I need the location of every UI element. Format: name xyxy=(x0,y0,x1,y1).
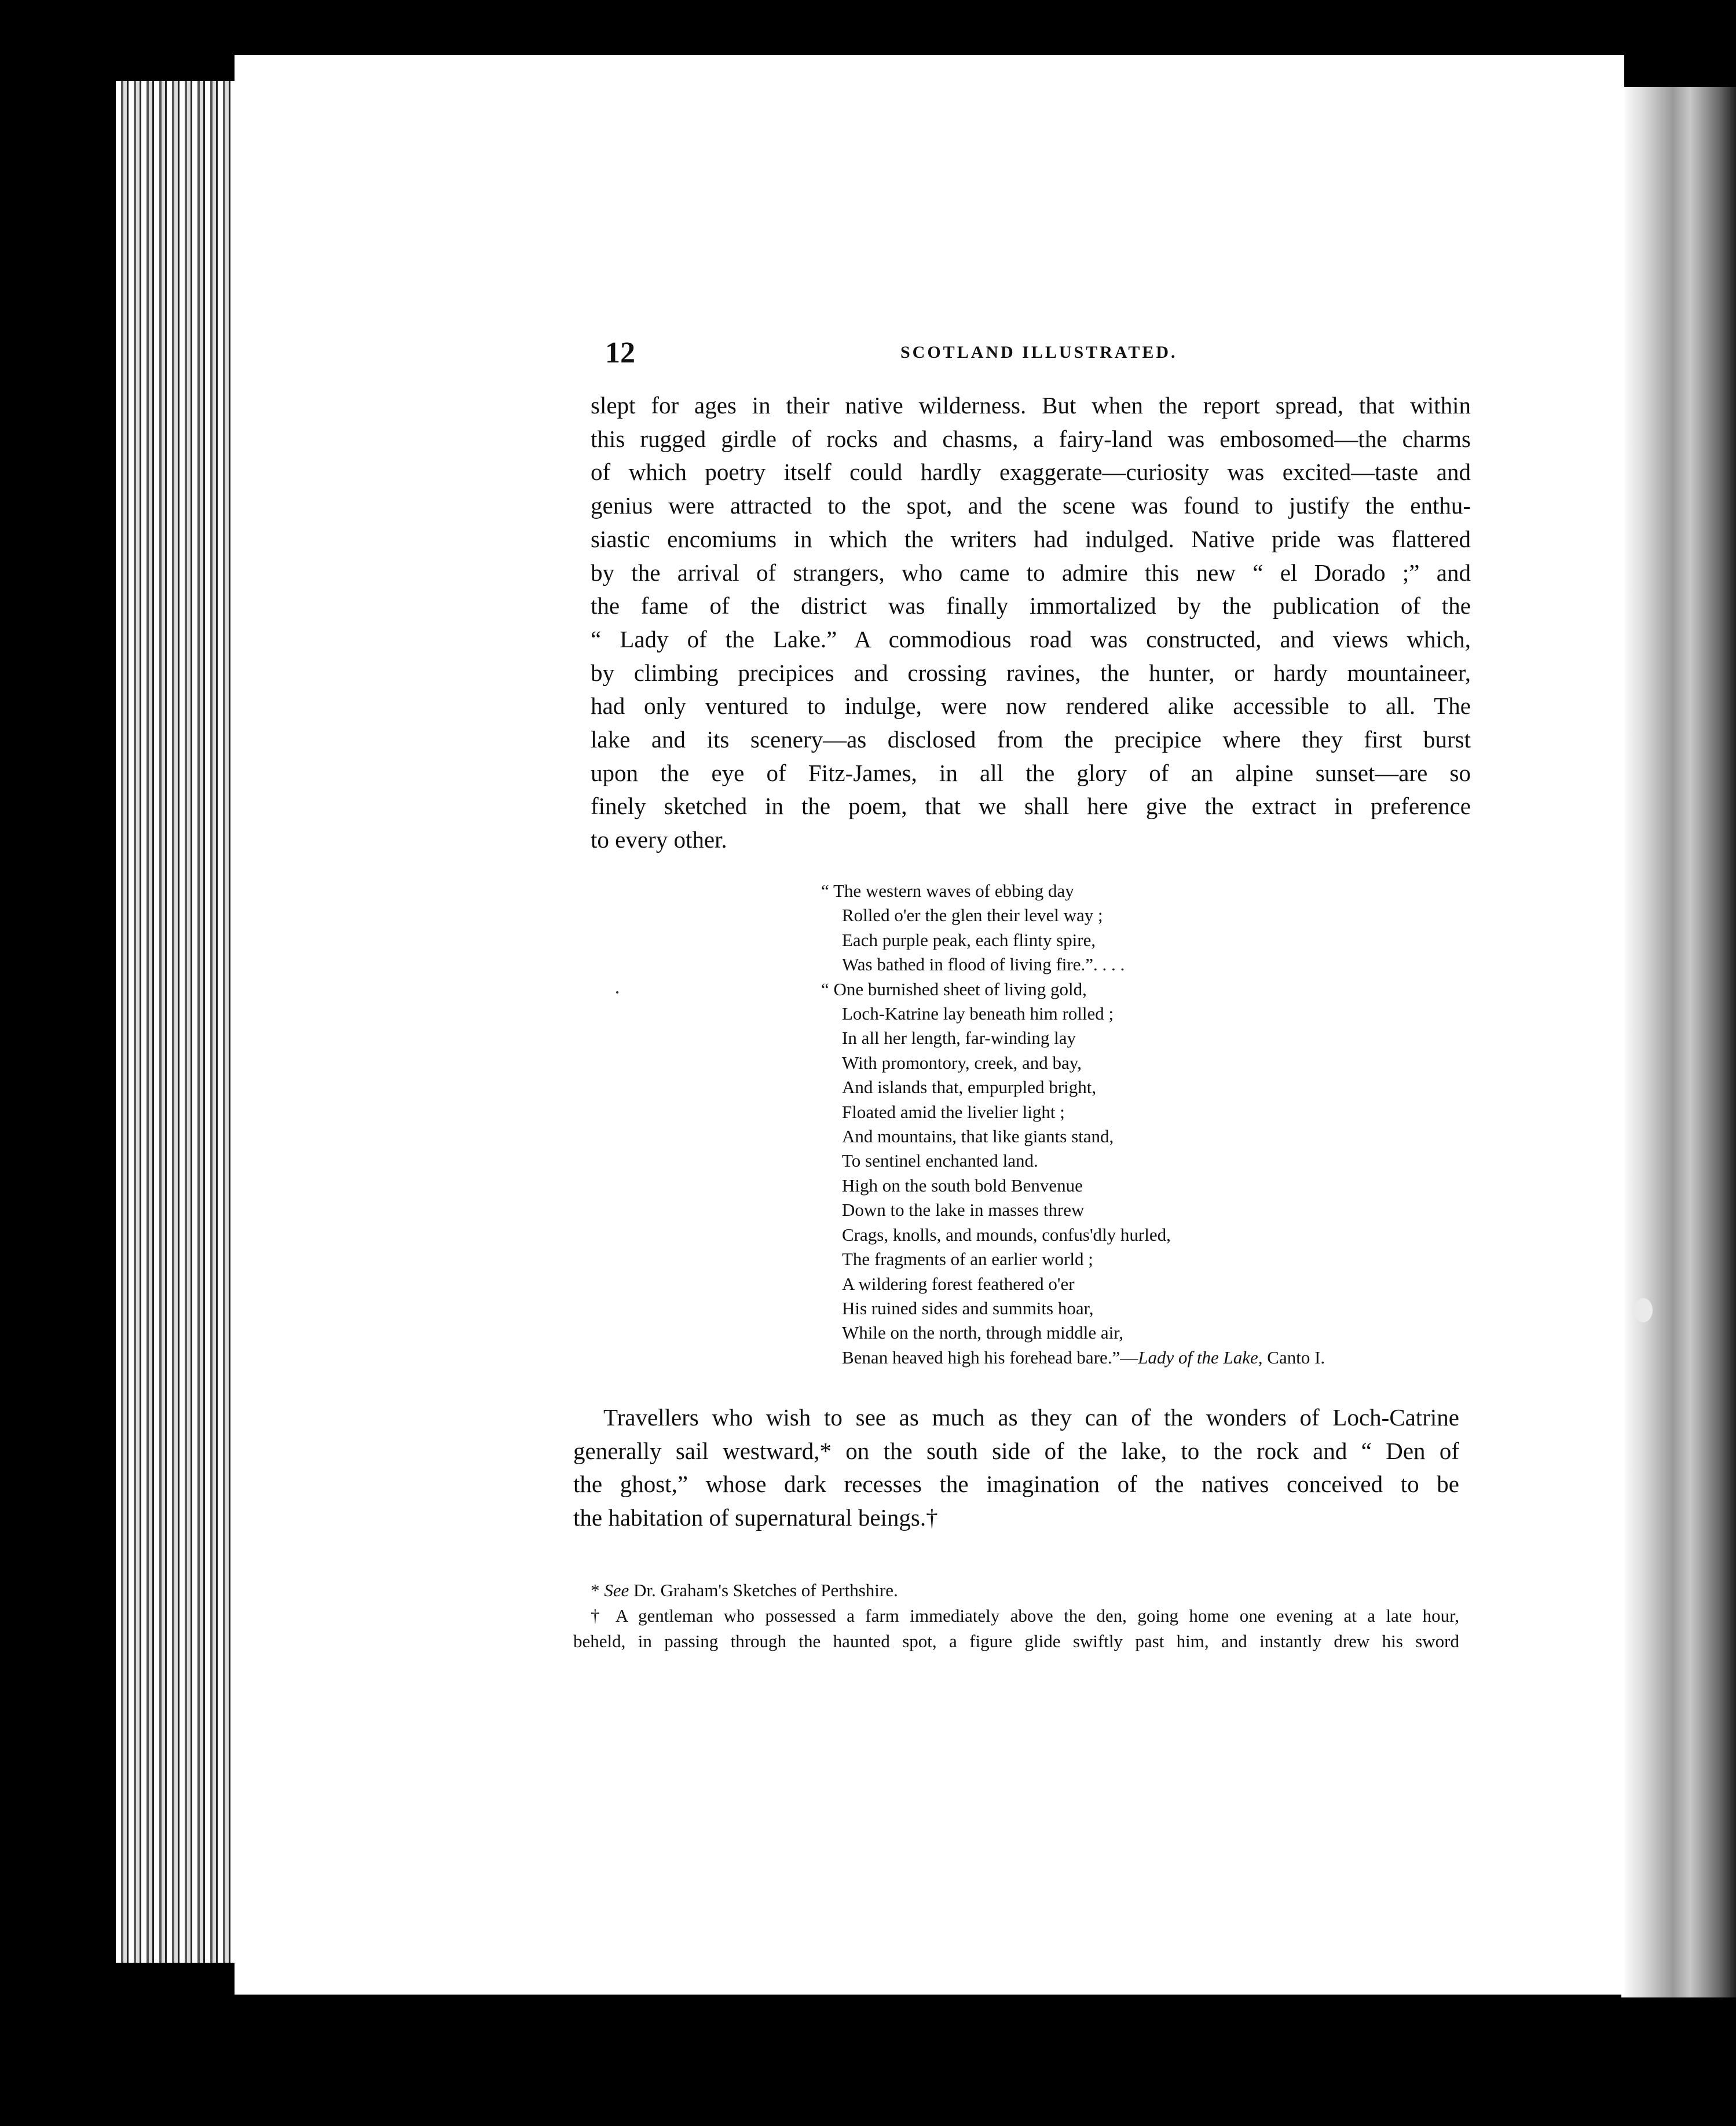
text-line: genius were attracted to the spot, and the scene was found to justify the enthu- xyxy=(591,492,1471,519)
book-binding-right xyxy=(1621,87,1736,1997)
poem-line: To sentinel enchanted land. xyxy=(842,1150,1038,1171)
poem-line-final-text: Benan heaved high his forehead bare.” xyxy=(842,1347,1120,1368)
text-line: upon the eye of Fitz-James, in all the glory of an alpine sunset—are so xyxy=(591,759,1471,786)
footnote-2-line-1: † A gentleman who possessed a farm immediately above the den, going home one evening at a late hour, xyxy=(591,1606,1459,1626)
body-paragraph-1 xyxy=(591,389,1471,857)
text-line: generally sail westward,* on the south side of the lake, to the rock and “ Den of xyxy=(573,1437,1459,1464)
poem-line: With promontory, creek, and bay, xyxy=(842,1052,1082,1073)
poem-line: Rolled o'er the glen their level way ; xyxy=(842,905,1103,926)
footnote-1 xyxy=(573,1578,1459,1603)
text-line: slept for ages in their native wilderness. But when the report spread, that within xyxy=(591,392,1471,419)
footnote-2-line-2: beheld, in passing through the haunted spot, a figure glide swiftly past him, and instantly drew his sword xyxy=(573,1631,1459,1651)
footnote-1-text: Dr. Graham's Sketches of Perthshire. xyxy=(629,1580,898,1600)
poem-line: And islands that, empurpled bright, xyxy=(842,1077,1097,1098)
text-line: the ghost,” whose dark recesses the imagination of the natives conceived to be xyxy=(573,1471,1459,1498)
text-line: to every other. xyxy=(591,826,727,853)
poem-line: Loch-Katrine lay beneath him rolled ; xyxy=(842,1003,1114,1024)
text-line: lake and its scenery—as disclosed from the precipice where they first burst xyxy=(591,726,1471,753)
book-title: SCOTLAND ILLUSTRATED. xyxy=(900,343,1178,362)
poem-line: High on the south bold Benvenue xyxy=(842,1175,1083,1196)
attribution-work: Lady of the Lake, xyxy=(1138,1347,1263,1368)
stray-mark xyxy=(616,991,618,994)
page-number: 12 xyxy=(605,336,635,369)
body-paragraph-2 xyxy=(573,1401,1459,1535)
text-line: by the arrival of strangers, who came to admire this new “ el Dorado ;” and xyxy=(591,559,1471,586)
footnote-1-see: See xyxy=(604,1580,629,1600)
running-head xyxy=(605,336,1520,376)
text-line: the fame of the district was finally immortalized by the publication of the xyxy=(591,592,1471,620)
poem-line: Floated amid the livelier light ; xyxy=(842,1101,1065,1122)
poem-line: Crags, knolls, and mounds, confus'dly hurled, xyxy=(842,1224,1171,1245)
book-page-edges-left xyxy=(116,81,237,1963)
text-line: this rugged girdle of rocks and chasms, a fairy-land was embosomed—the charms xyxy=(591,425,1471,452)
paper-speck xyxy=(1634,1298,1653,1322)
poem-extract xyxy=(821,879,1435,1370)
text-line: “ Lady of the Lake.” A commodious road was constructed, and views which, xyxy=(591,625,1471,653)
poem-line: “ One burnished sheet of living gold, xyxy=(821,978,1087,999)
poem-line: Down to the lake in masses threw xyxy=(842,1200,1085,1220)
text-line: the habitation of supernatural beings.† xyxy=(573,1504,938,1531)
poem-line: Each purple peak, each flinty spire, xyxy=(842,929,1096,950)
footnotes xyxy=(573,1578,1459,1654)
text-line: Travellers who wish to see as much as they can of the wonders of Loch-Catrine xyxy=(603,1404,1459,1431)
attribution-dash: — xyxy=(1120,1347,1138,1368)
poem-line: While on the north, through middle air, xyxy=(842,1322,1124,1343)
poem-line: And mountains, that like giants stand, xyxy=(842,1126,1114,1147)
poem-line: In all her length, far-winding lay xyxy=(842,1028,1076,1049)
text-line: of which poetry itself could hardly exaggerate—curiosity was excited—taste and xyxy=(591,459,1471,486)
text-line: siastic encomiums in which the writers had indulged. Native pride was flattered xyxy=(591,525,1471,552)
poem-line: Was bathed in flood of living fire.”. . . . xyxy=(842,954,1125,975)
poem-line-final xyxy=(821,1346,1435,1370)
text-line: had only ventured to indulge, were now rendered alike accessible to all. The xyxy=(591,692,1471,720)
poem-line: “ The western waves of ebbing day xyxy=(821,881,1074,901)
text-line: by climbing precipices and crossing ravines, the hunter, or hardy mountaineer, xyxy=(591,659,1471,686)
poem-line: His ruined sides and summits hoar, xyxy=(842,1297,1094,1318)
attribution-canto: Canto I. xyxy=(1262,1347,1325,1368)
poem-line: A wildering forest feathered o'er xyxy=(842,1273,1075,1294)
footnote-1-mark: * xyxy=(591,1580,605,1600)
text-line: finely sketched in the poem, that we shall here give the extract in preference xyxy=(591,793,1471,820)
poem-line: The fragments of an earlier world ; xyxy=(842,1249,1093,1270)
